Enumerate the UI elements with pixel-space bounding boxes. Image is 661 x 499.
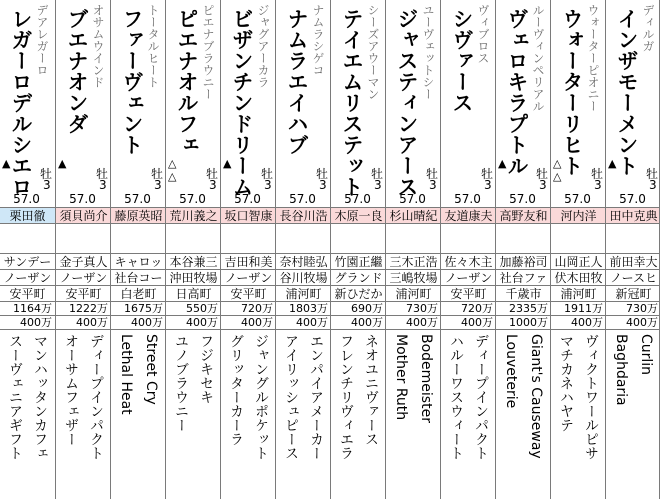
blank-cell: [276, 224, 330, 254]
sex-label: 牡: [481, 167, 494, 181]
sex-label: 牡: [536, 167, 549, 181]
trainer-name: 栗田徹: [0, 207, 55, 224]
blank-cell: [606, 224, 660, 254]
breeding-region: 日高町: [166, 286, 220, 302]
horse-name: ウォーターリヒト: [560, 8, 584, 176]
added-money: 400万: [166, 316, 220, 330]
dam-name: グリッターカーラ: [228, 334, 244, 446]
horse-column: [55, 0, 110, 499]
horse-column: [605, 0, 660, 499]
prediction-mark: ▲: [498, 157, 507, 170]
breeding-region: 白老町: [111, 286, 165, 302]
blank-cell: [56, 224, 110, 254]
prediction-mark: ▲: [223, 157, 232, 170]
owner-name: 前田幸大: [606, 254, 660, 270]
weight-carried: 57.0: [124, 192, 151, 206]
sex-label: 牡: [646, 167, 659, 181]
sire-name: ウォーターピオニー: [586, 4, 600, 112]
breeder-name: 三嶋牧場: [386, 270, 440, 286]
owner-name: 金子真人: [56, 254, 110, 270]
trainer-name: 長谷川浩: [276, 207, 330, 224]
total-prize: 1675万: [111, 302, 165, 316]
total-prize: 690万: [331, 302, 385, 316]
weight-carried: 57.0: [179, 192, 206, 206]
blank-cell: [111, 224, 165, 254]
added-money: 400万: [331, 316, 385, 330]
sex-label: 牡: [40, 167, 53, 181]
sire-name: ナムラシゲコ: [311, 4, 325, 76]
dam-name: スーヴェニアギフト: [7, 334, 23, 460]
sire-name: ジャグアーカラ: [256, 4, 270, 88]
prediction-mark: △: [553, 170, 562, 183]
added-money: 1000万: [496, 316, 550, 330]
prediction-mark: ▲: [58, 157, 67, 170]
horse-column: [385, 0, 440, 499]
trainer-name: 河内洋: [551, 207, 605, 224]
breeding-region: 安平町: [221, 286, 275, 302]
age-label: 3: [209, 178, 217, 192]
trainer-name: 友道康夫: [441, 207, 495, 224]
age-label: 3: [594, 178, 602, 192]
dams-sire-name: マンハッタンカフェ: [32, 334, 48, 460]
prediction-mark: ▲: [608, 157, 617, 170]
added-money: 400万: [441, 316, 495, 330]
added-money: 400万: [111, 316, 165, 330]
total-prize: 2335万: [496, 302, 550, 316]
dams-sire-name: ネオユニヴァース: [363, 334, 379, 446]
horse-name: レガーロデルシエロ: [9, 8, 33, 197]
dams-sire-name: Curlin: [638, 334, 654, 376]
dams-sire-name: Giant's Causeway: [528, 334, 544, 459]
owner-name: 本谷兼三: [166, 254, 220, 270]
sire-name: ディルガ: [641, 4, 655, 52]
weight-carried: 57.0: [454, 192, 481, 206]
sire-name: シーズアウーマン: [366, 4, 380, 100]
dams-sire-name: ジャングルポケット: [253, 334, 269, 460]
blank-cell: [386, 224, 440, 254]
blank-cell: [441, 224, 495, 254]
prediction-mark: △: [168, 157, 177, 170]
sire-name: ヴィブロス: [476, 4, 490, 64]
breeding-region: 浦河町: [551, 286, 605, 302]
breeding-region: 新ひだか: [331, 286, 385, 302]
trainer-name: 木原一良: [331, 207, 385, 224]
horse-column: [440, 0, 495, 499]
weight-carried: 57.0: [234, 192, 261, 206]
horse-name: ジャスティンアース: [395, 8, 419, 197]
horse-name: インザモーメント: [615, 8, 639, 176]
blank-cell: [331, 224, 385, 254]
added-money: 400万: [56, 316, 110, 330]
breeder-name: ノーザン: [221, 270, 275, 286]
dams-sire-name: エンパイアメーカー: [308, 334, 324, 460]
horse-column: [220, 0, 275, 499]
horse-name: ブエナオンダ: [65, 8, 89, 134]
horse-name: ヴェロキラプトル: [505, 8, 529, 176]
breeder-name: グランド: [331, 270, 385, 286]
breeder-name: ノーザン: [56, 270, 110, 286]
horse-column: [495, 0, 550, 499]
breeder-name: ノースヒ: [606, 270, 660, 286]
owner-name: 加藤裕司: [496, 254, 550, 270]
trainer-name: 藤原英昭: [111, 207, 165, 224]
total-prize: 730万: [386, 302, 440, 316]
sire-name: ユーヴェットシー: [421, 4, 435, 100]
dam-name: アイリッシュピース: [283, 334, 299, 460]
sire-name: トータルヒート: [146, 4, 160, 88]
sire-name: デアレガーロ: [35, 4, 49, 76]
added-money: 400万: [276, 316, 330, 330]
owner-name: 三木正浩: [386, 254, 440, 270]
horse-name: ファーヴェント: [120, 8, 144, 155]
horse-column: [330, 0, 385, 499]
dams-sire-name: Street Cry: [143, 334, 159, 405]
total-prize: 1222万: [56, 302, 110, 316]
added-money: 400万: [221, 316, 275, 330]
prediction-mark: △: [168, 170, 177, 183]
added-money: 400万: [551, 316, 605, 330]
horse-column: [110, 0, 165, 499]
trainer-name: 坂口智康: [221, 207, 275, 224]
breeding-region: 安平町: [56, 286, 110, 302]
age-label: 3: [319, 178, 327, 192]
blank-cell: [0, 224, 55, 254]
weight-carried: 57.0: [69, 192, 96, 206]
horse-column: [0, 0, 55, 499]
horse-column: [550, 0, 605, 499]
owner-name: 竹園正繼: [331, 254, 385, 270]
sex-label: 牡: [96, 167, 109, 181]
total-prize: 730万: [606, 302, 660, 316]
owner-name: 奈村睦弘: [276, 254, 330, 270]
breeder-name: ノーザン: [441, 270, 495, 286]
sire-name: ルーヴィンペリアル: [531, 4, 545, 112]
weight-carried: 57.0: [564, 192, 591, 206]
total-prize: 720万: [221, 302, 275, 316]
sex-label: 牡: [426, 167, 439, 181]
breeder-name: 沖田牧場: [166, 270, 220, 286]
trainer-name: 杉山晴紀: [386, 207, 440, 224]
horse-name: シヴァース: [450, 8, 474, 113]
breeder-name: ノーザン: [0, 270, 55, 286]
age-label: 3: [649, 178, 657, 192]
breeding-region: 浦河町: [386, 286, 440, 302]
sex-label: 牡: [371, 167, 384, 181]
dam-name: Lethal Heat: [118, 334, 134, 415]
sex-label: 牡: [261, 167, 274, 181]
horse-column: [275, 0, 330, 499]
sire-name: ピエナブラウニー: [201, 4, 215, 100]
weight-carried: 57.0: [13, 192, 40, 206]
sex-label: 牡: [151, 167, 164, 181]
dam-name: フレンチリヴィエラ: [338, 334, 354, 460]
trainer-name: 須貝尚介: [56, 207, 110, 224]
breeder-name: 社台コー: [111, 270, 165, 286]
blank-cell: [166, 224, 220, 254]
age-label: 3: [374, 178, 382, 192]
total-prize: 550万: [166, 302, 220, 316]
breeder-name: 谷川牧場: [276, 270, 330, 286]
weight-carried: 57.0: [399, 192, 426, 206]
age-label: 3: [264, 178, 272, 192]
age-label: 3: [484, 178, 492, 192]
trainer-name: 田中克典: [606, 207, 660, 224]
dam-name: ユノブラウニー: [173, 334, 189, 432]
breeder-name: 伏木田牧: [551, 270, 605, 286]
dams-sire-name: ディープインパクト: [88, 334, 104, 460]
breeding-region: 安平町: [0, 286, 55, 302]
dams-sire-name: ディープインパクト: [473, 334, 489, 460]
added-money: 400万: [0, 316, 55, 330]
breeding-region: 浦河町: [276, 286, 330, 302]
added-money: 400万: [606, 316, 660, 330]
dams-sire-name: フジキセキ: [198, 334, 214, 404]
age-label: 3: [99, 178, 107, 192]
horse-name: ピエナオルフェ: [175, 8, 199, 155]
blank-cell: [221, 224, 275, 254]
trainer-name: 荒川義之: [166, 207, 220, 224]
owner-name: 佐々木主: [441, 254, 495, 270]
sex-label: 牡: [206, 167, 219, 181]
age-label: 3: [43, 178, 51, 192]
blank-cell: [551, 224, 605, 254]
total-prize: 1803万: [276, 302, 330, 316]
owner-name: サンデー: [0, 254, 55, 270]
blank-cell: [496, 224, 550, 254]
owner-name: 山岡正人: [551, 254, 605, 270]
total-prize: 1164万: [0, 302, 55, 316]
dam-name: オーサムフェザー: [63, 334, 79, 446]
weight-carried: 57.0: [509, 192, 536, 206]
weight-carried: 57.0: [619, 192, 646, 206]
prediction-mark: △: [553, 157, 562, 170]
age-label: 3: [154, 178, 162, 192]
age-label: 3: [539, 178, 547, 192]
dams-sire-name: Bodemeister: [418, 334, 434, 423]
dam-name: ハルーワスウィート: [448, 334, 464, 460]
dam-name: Louveterie: [503, 334, 519, 409]
horse-name: ビザンチンドリーム: [230, 8, 254, 197]
prediction-mark: ▲: [2, 157, 11, 170]
total-prize: 720万: [441, 302, 495, 316]
dam-name: Baghdaria: [613, 334, 629, 406]
weight-carried: 57.0: [289, 192, 316, 206]
breeder-name: 社台ファ: [496, 270, 550, 286]
horse-name: テイエムリステット: [340, 8, 364, 197]
dams-sire-name: ヴィクトワールピサ: [583, 334, 599, 460]
dam-name: マチカネハヤテ: [558, 334, 574, 432]
sex-label: 牡: [591, 167, 604, 181]
breeding-region: 安平町: [441, 286, 495, 302]
horse-name: ナムラエイハブ: [285, 8, 309, 155]
sire-name: オサムウインド: [91, 4, 105, 88]
weight-carried: 57.0: [344, 192, 371, 206]
added-money: 400万: [386, 316, 440, 330]
owner-name: キャロッ: [111, 254, 165, 270]
breeding-region: 千歳市: [496, 286, 550, 302]
breeding-region: 新冠町: [606, 286, 660, 302]
sex-label: 牡: [316, 167, 329, 181]
total-prize: 1911万: [551, 302, 605, 316]
age-label: 3: [429, 178, 437, 192]
trainer-name: 高野友和: [496, 207, 550, 224]
dam-name: Mother Ruth: [393, 334, 409, 421]
owner-name: 吉田和美: [221, 254, 275, 270]
horse-column: [165, 0, 220, 499]
